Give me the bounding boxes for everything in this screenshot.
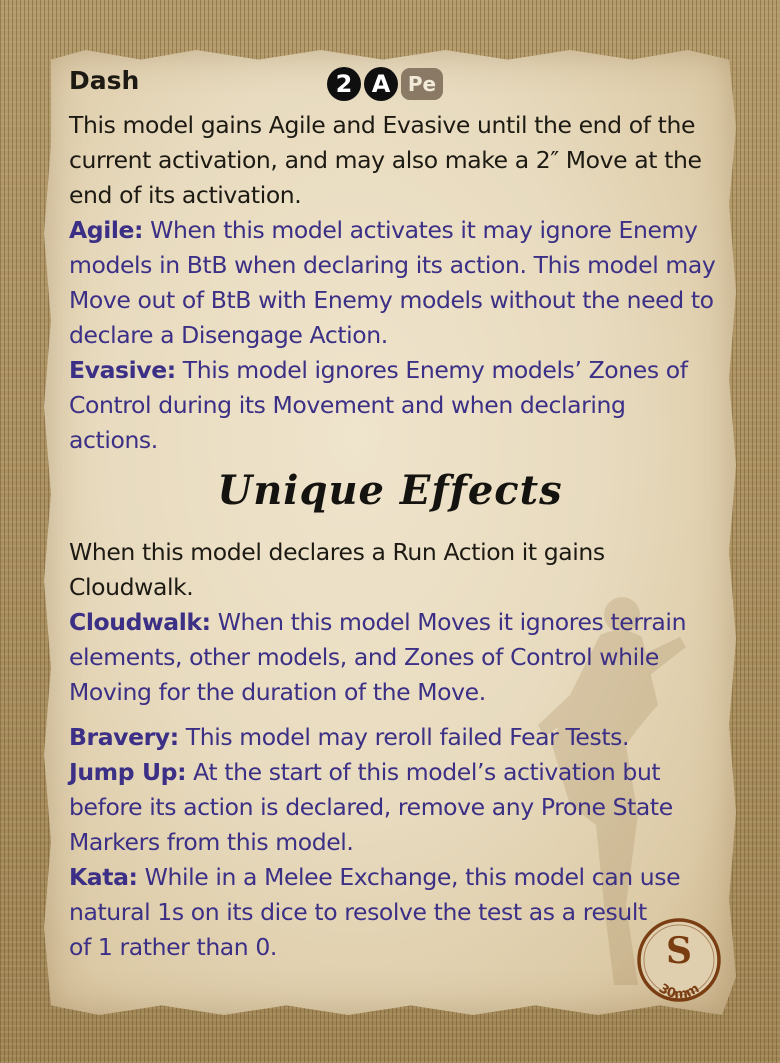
cloudwalk-rule [69,605,686,640]
evasive-label: Evasive: [69,356,176,384]
kata-text-line: natural 1s on its dice to resolve the test as a result [69,898,647,926]
kata-label: Kata: [69,863,138,891]
cloudwalk-text: When this model Moves it ignores terrain [210,608,687,636]
unique-effects-heading: Unique Effects [217,467,563,514]
bravery-rule [69,720,629,755]
jump-up-text: At the start of this model’s activation but [186,758,661,786]
evasive-text-line: Control during its Movement and when declaring [69,391,626,419]
jump-up-text-line: before its action is declared, remove any Prone State [69,793,673,821]
base-size-letter: S [666,930,692,972]
evasive-text-line: actions. [69,426,158,454]
agile-rule [69,213,698,248]
evasive-rule [69,353,688,388]
kata-text: While in a Melee Exchange, this model can use [137,863,681,891]
agile-text-line: Move out of BtB with Enemy models without the need to [69,286,714,314]
kata-rule [69,860,680,895]
agile-label: Agile: [69,216,144,244]
action-cost-badge: 2 [327,67,361,101]
base-size-mm-path: 30mm [655,981,703,1003]
jump-up-text-line: Markers from this model. [69,828,354,856]
unique-intro-line: When this model declares a Run Action it gains [69,538,605,566]
action-type-badge: A [364,67,398,101]
agile-text-line: declare a Disengage Action. [69,321,388,349]
unique-intro-line: Cloudwalk. [69,573,194,601]
cloudwalk-text-line: Moving for the duration of the Move. [69,678,486,706]
jump-up-rule [69,755,660,790]
action-description-line: This model gains Agile and Evasive until the end of the [69,111,696,139]
base-size-stamp [634,915,724,1005]
agile-text: When this model activates it may ignore Enemy [143,216,698,244]
evasive-text: This model ignores Enemy models’ Zones of [175,356,688,384]
cloudwalk-text-line: elements, other models, and Zones of Control while [69,643,659,671]
action-description-line: current activation, and may also make a 2″ Move at the [69,146,702,174]
bravery-text: This model may reroll failed Fear Tests. [178,723,630,751]
action-tag-badge: Pe [401,68,443,100]
cloudwalk-label: Cloudwalk: [69,608,211,636]
action-name: Dash [69,66,140,95]
agile-text-line: models in BtB when declaring its action. This model may [69,251,716,279]
action-badges [327,67,443,101]
jump-up-label: Jump Up: [69,758,187,786]
kata-text-line: of 1 rather than 0. [69,933,277,961]
bravery-label: Bravery: [69,723,179,751]
action-description-line: end of its activation. [69,181,302,209]
